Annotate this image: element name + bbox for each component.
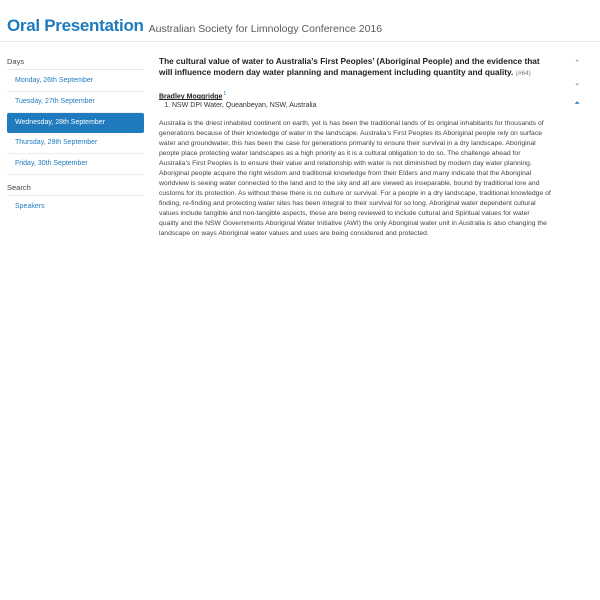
affiliation-item: 1. NSW DPI Water, Queanbeyan, NSW, Australia bbox=[172, 101, 551, 111]
days-list bbox=[7, 71, 144, 175]
abstract-id: (#64) bbox=[515, 69, 531, 77]
day-link-friday[interactable]: Friday, 30th September bbox=[7, 154, 144, 175]
speakers-link[interactable]: Speakers bbox=[15, 203, 45, 210]
days-heading: Days bbox=[7, 55, 144, 70]
navigation-controls bbox=[570, 56, 584, 116]
author-affiliation-marker: 1 bbox=[223, 91, 227, 97]
double-chevron-up-icon[interactable]: ⏶ bbox=[574, 100, 580, 107]
abstract-panel bbox=[159, 56, 551, 239]
page-title: Oral Presentation bbox=[7, 16, 144, 35]
page-header bbox=[0, 0, 600, 42]
chevron-down-icon[interactable]: ⌄ bbox=[574, 80, 580, 87]
abstract-title bbox=[159, 56, 551, 79]
abstract-body: Australia is the driest inhabited continent on earth, yet is has been the traditional lands of its original inhabitants for thousands of generations because of their knowledge of water in the landscape. Australia’s First Peoples its Aboriginal people rely on surface water and groundwater, this has been the case for generations primarily to ensure their survival in a dry landscape. Aboriginal people place protecting water landscapes as a high priority as it is a cultural obligation to do so. The challenge ahead for Australia’s First Peoples is to ensure their value and relationship with water is not diminished by modern day water planning. Aboriginal people acquire the right wisdom and traditional knowledge from their Elders and many indicate that the Aboriginal worldview is seeing water connected to the land and to the sky and all are viewed as inseparable, bound by traditional lore and customs for its protection. As without these there is no culture or survival. For a people in a dry landscape, traditional knowledge of finding, re-finding and protecting water sites has been integral to their survival for so long. Aboriginal water dependent cultural values include tangible and non-tangible aspects, these are being reviewed to include cultural and Spiritual values for water quality and the NSW Governments Aboriginal Water Initiative (AWI) the only Aboriginal water unit in Australia is also changing the landscape on ways Aboriginal water values and uses are being considered and protected. bbox=[159, 120, 551, 238]
sidebar bbox=[7, 55, 144, 217]
day-link-monday[interactable]: Monday, 26th September bbox=[7, 71, 144, 92]
author-line bbox=[159, 90, 551, 101]
day-link-wednesday[interactable]: Wednesday, 28th September bbox=[7, 113, 144, 133]
abstract-title-text: The cultural value of water to Australia’s First Peoples’ (Aboriginal People) and the evidence that will influence modern day water planning and management including quantity and quality. bbox=[159, 56, 540, 77]
affiliations-list bbox=[159, 101, 551, 111]
chevron-up-icon[interactable]: ⌃ bbox=[574, 60, 580, 67]
search-heading: Search bbox=[7, 181, 144, 196]
day-link-tuesday[interactable]: Tuesday, 27th September bbox=[7, 92, 144, 113]
day-link-thursday[interactable]: Thursday, 29th September bbox=[7, 133, 144, 154]
author-name[interactable]: Bradley Moggridge bbox=[159, 93, 223, 101]
conference-subtitle: Australian Society for Limnology Conference 2016 bbox=[148, 23, 383, 35]
